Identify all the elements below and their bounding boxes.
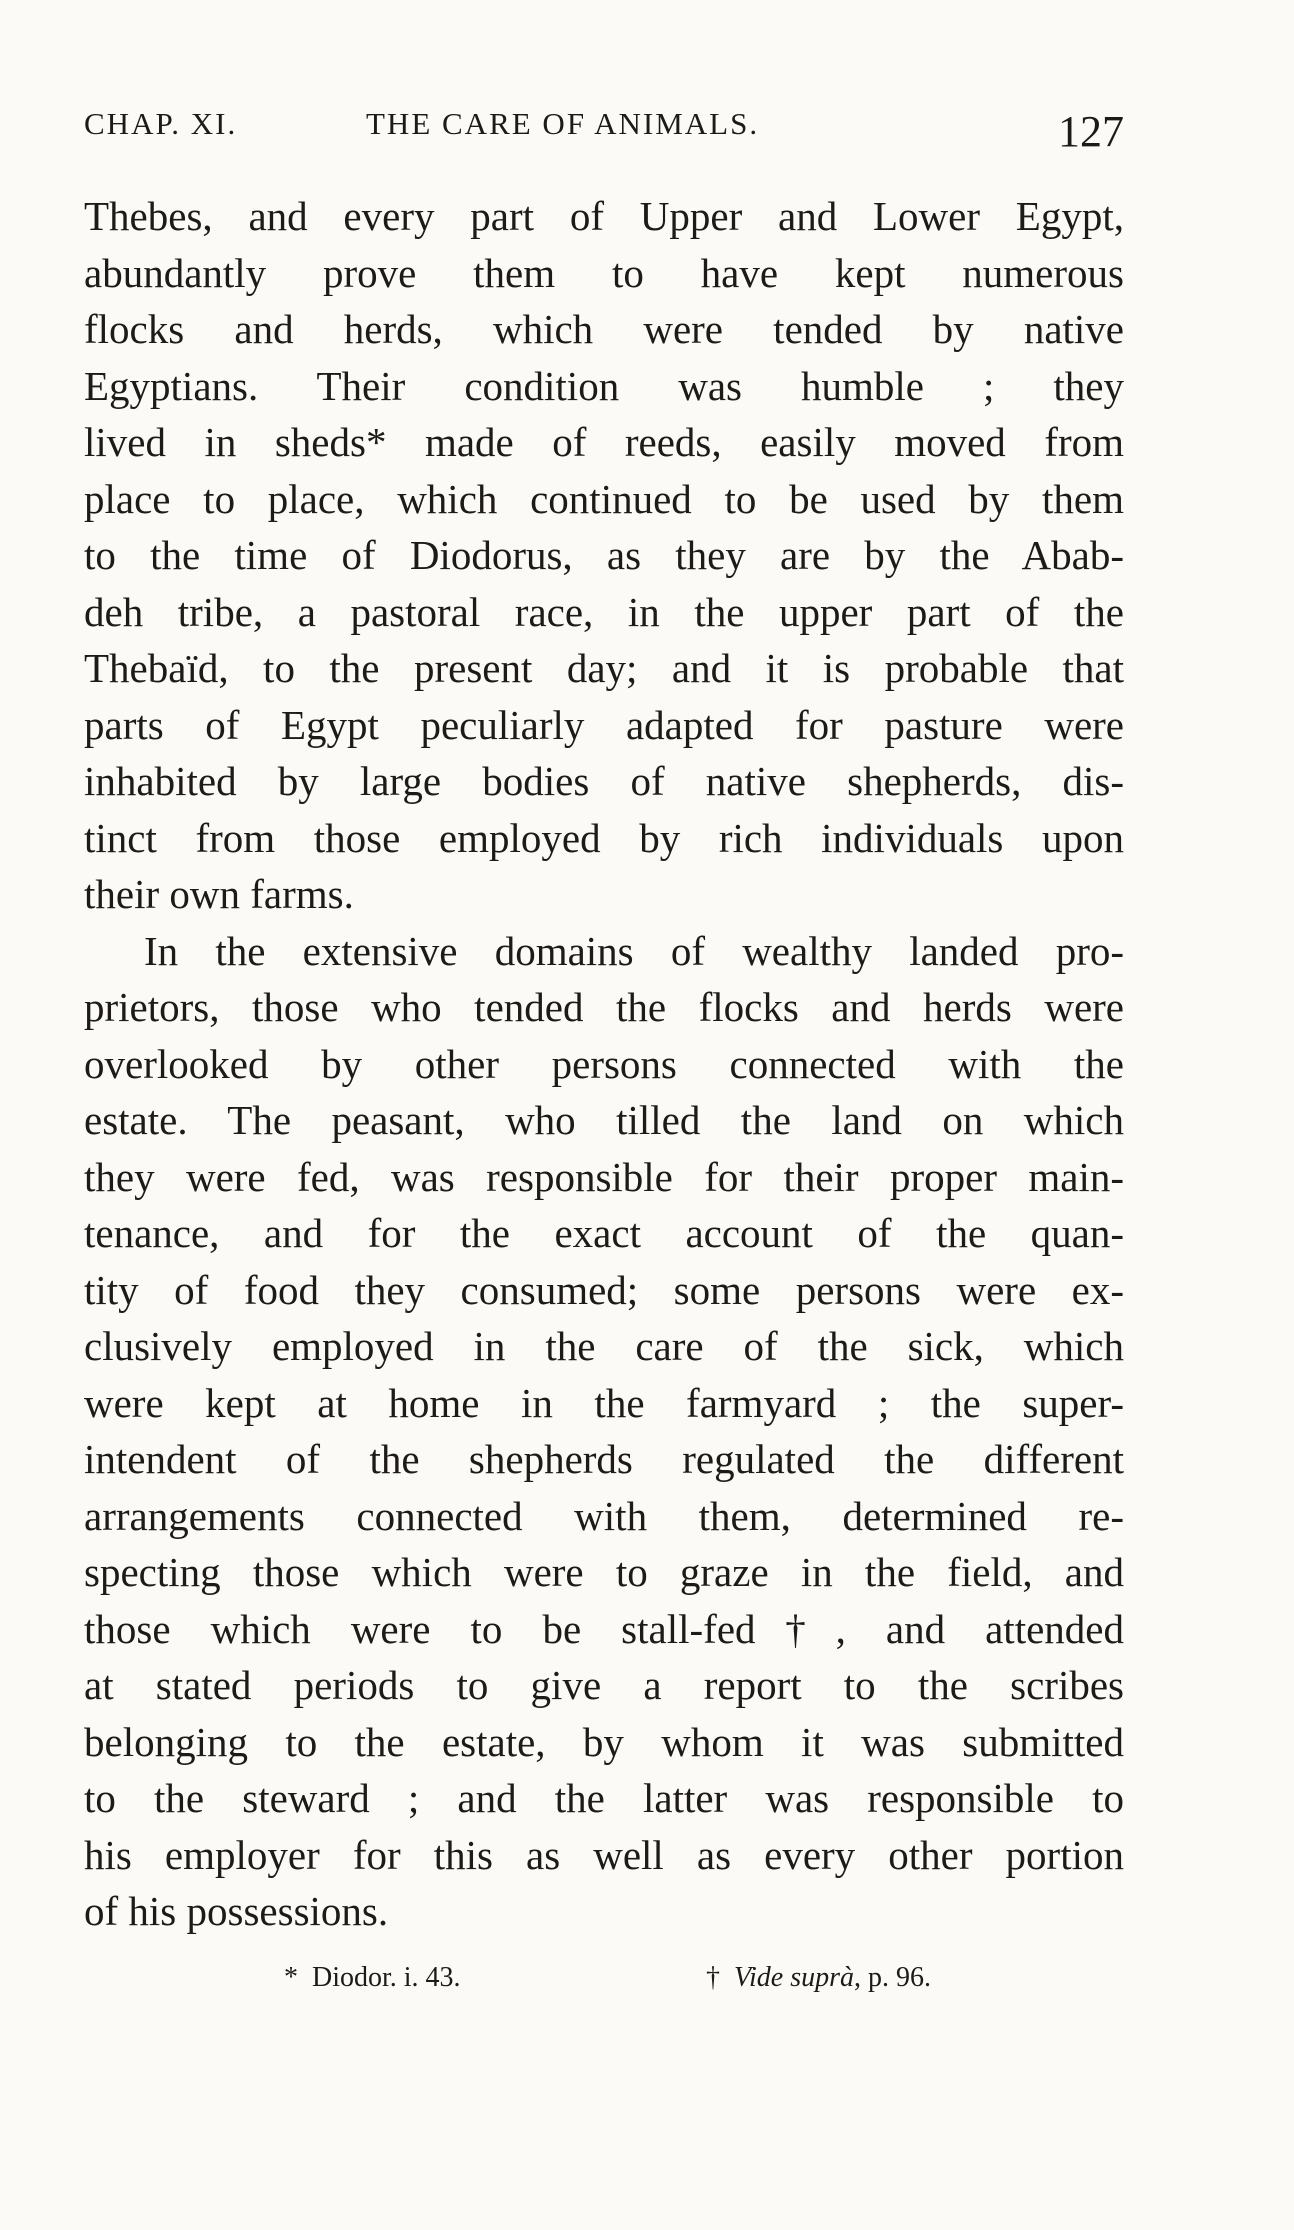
text-line: lived in sheds* made of reeds, easily moved from [84, 419, 1124, 465]
footnote-text: Diodor. i. 43. [312, 1962, 461, 1993]
text-line: parts of Egypt peculiarly adapted for pasture were [84, 701, 1124, 748]
paragraph [84, 188, 1124, 923]
running-header [84, 106, 1124, 162]
text-line: were kept at home in the farmyard ; the super- [84, 1379, 1124, 1426]
text-line: to the time of Diodorus, as they are by the Abab- [84, 532, 1124, 578]
text-line: tinct from those employed by rich individuals upon [84, 814, 1124, 861]
text-line: they were fed, was responsible for their proper main- [84, 1153, 1124, 1200]
text-line: intendent of the shepherds regulated the different [84, 1436, 1124, 1482]
text-line: Thebes, and every part of Upper and Lower Egypt, [84, 193, 1124, 239]
footnote-1 [284, 1962, 461, 1994]
text-line: tenance, and for the exact account of the quan- [84, 1210, 1124, 1256]
text-line: to the steward ; and the latter was responsible to [84, 1775, 1124, 1821]
footnote-mark: * [284, 1962, 298, 1993]
text-line: estate. The peasant, who tilled the land on which [84, 1097, 1124, 1143]
text-line: inhabited by large bodies of native shepherds, dis- [84, 758, 1124, 804]
text-line: abundantly prove them to have kept numerous [84, 249, 1124, 296]
text-line: flocks and herds, which were tended by native [84, 306, 1124, 352]
text-line: at stated periods to give a report to the scribes [84, 1662, 1124, 1708]
text-line: Thebaïd, to the present day; and it is probable that [84, 645, 1124, 691]
text-line: deh tribe, a pastoral race, in the upper part of the [84, 588, 1124, 635]
paragraph [84, 923, 1124, 1940]
footnote-2 [706, 1962, 931, 1994]
text-line: arrangements connected with them, determined re- [84, 1492, 1124, 1539]
text-line: tity of food they consumed; some persons were ex- [84, 1266, 1124, 1313]
text-line: clusively employed in the care of the sick, which [84, 1323, 1124, 1369]
text-line: their own farms. [84, 871, 354, 917]
footnote-mark: † [706, 1962, 720, 1993]
text-line: those which were to be stall-fed†, and attended [84, 1605, 1124, 1652]
footnote-italic-text: Vide suprà [734, 1962, 855, 1993]
text-line: overlooked by other persons connected with the [84, 1040, 1124, 1087]
text-line: of his possessions. [84, 1888, 389, 1934]
text-line: Egyptians. Their condition was humble ; they [84, 362, 1124, 409]
text-line: In the extensive domains of wealthy landed pro- [144, 927, 1124, 974]
body-text [84, 188, 1124, 1940]
text-line: specting those which were to graze in the field, and [84, 1549, 1124, 1595]
text-line: place to place, which continued to be used by them [84, 475, 1124, 522]
chapter-label: CHAP. XI. [84, 106, 238, 141]
running-title: THE CARE OF ANIMALS. [366, 106, 760, 141]
footnote-text: , p. 96. [854, 1962, 932, 1993]
page-number: 127 [1058, 107, 1124, 156]
text-line: his employer for this as well as every other portion [84, 1831, 1124, 1878]
text-line: prietors, those who tended the flocks and herds were [84, 984, 1124, 1030]
text-line: belonging to the estate, by whom it was submitted [84, 1718, 1124, 1765]
